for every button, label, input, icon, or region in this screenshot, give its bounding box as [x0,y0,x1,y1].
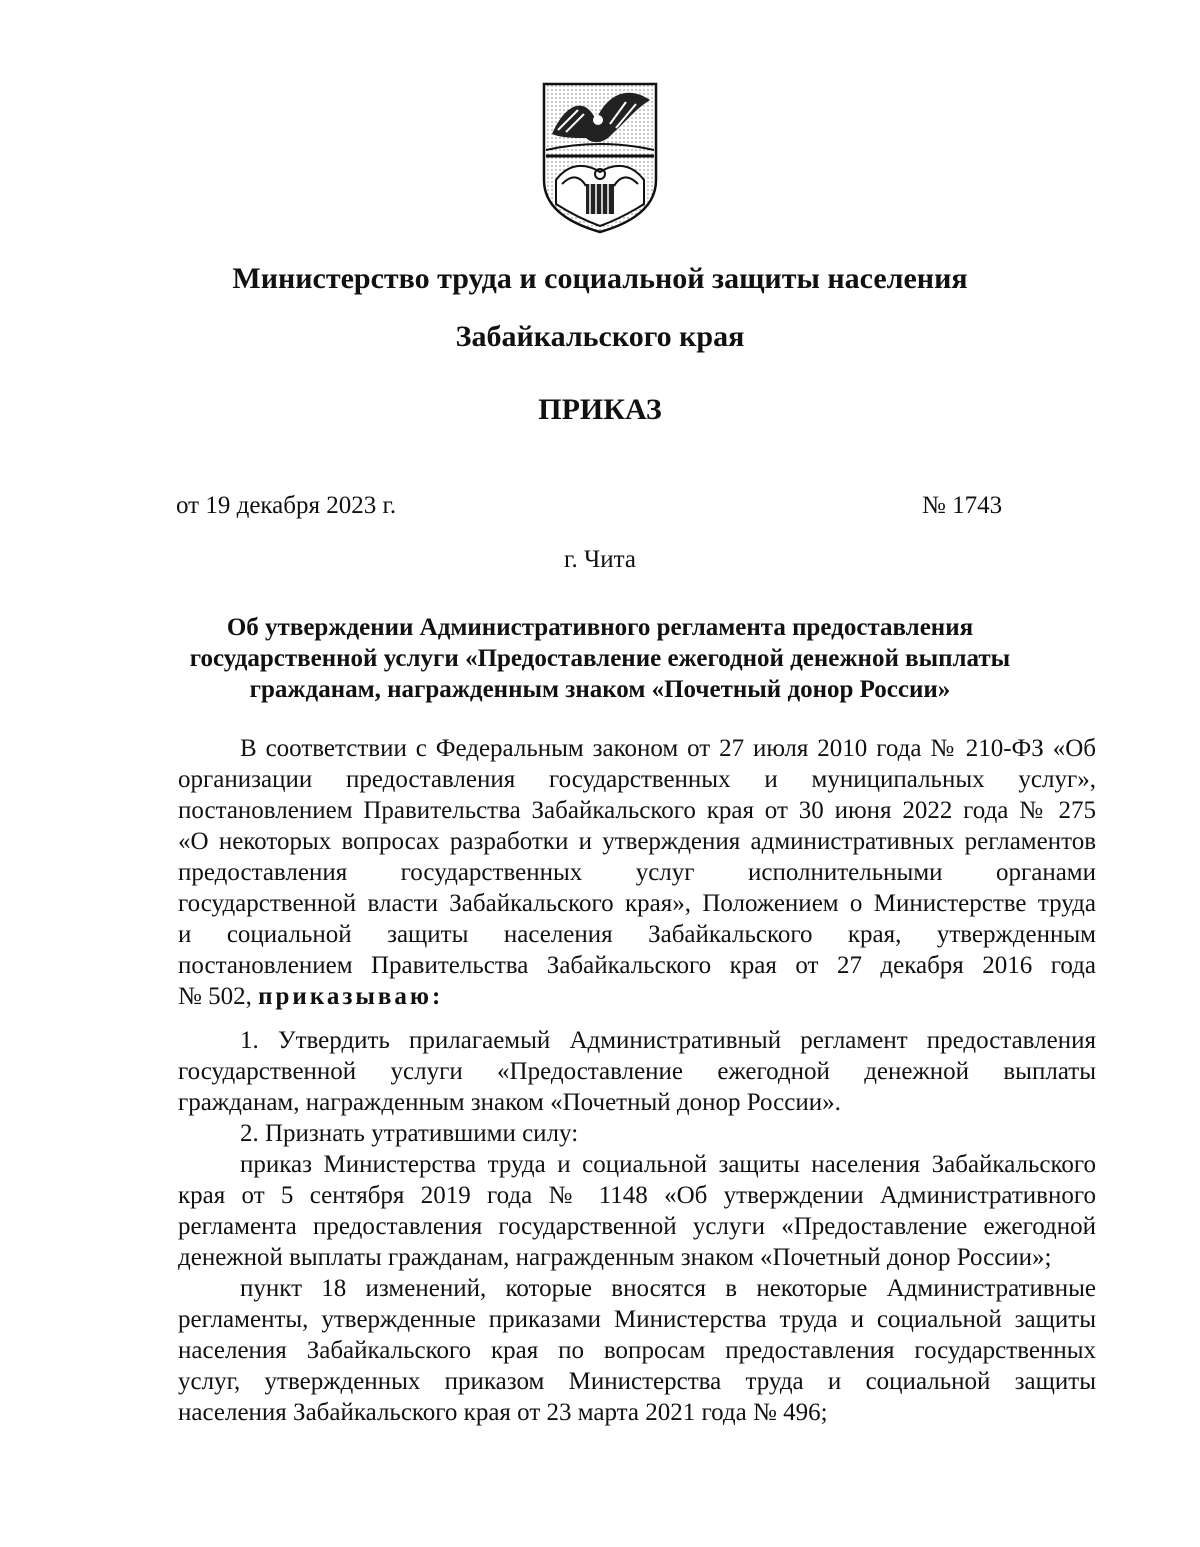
coat-of-arms-emblem [538,80,662,234]
text-line: пункт 18 изменений, которые вносятся в некоторые Административные [240,1275,1096,1302]
text-line: В соответствии с Федеральным законом от 27 июля 2010 года № 210-ФЗ «Об [240,735,1096,762]
text-line: услуг, утвержденных приказом Министерства труда и социальной защиты [178,1368,1096,1395]
order-title-line: гражданам, награжденным знаком «Почетный донор России» [249,676,951,703]
text-line: населения Забайкальского края по вопросам предоставления государственных [178,1337,1096,1364]
text-line: постановлением Правительства Забайкальского края от 27 декабря 2016 года [178,952,1096,979]
city-name: г. Чита [564,546,636,573]
text-line: регламенты, утвержденные приказами Министерства труда и социальной защиты [178,1306,1096,1333]
preamble-paragraph [178,733,1096,1012]
text-line: «О некоторых вопросах разработки и утверждения административных регламентов [178,828,1096,855]
order-number: № 1743 [922,492,1003,519]
text-line: края от 5 сентября 2019 года № 1148 «Об утверждении Административного [178,1182,1096,1209]
order-title-line: государственной услуги «Предоставление ежегодной денежной выплаты [189,645,1011,672]
item-2-heading: 2. Признать утратившими силу: [240,1120,579,1147]
text-line: гражданам, награжденным знаком «Почетный донор России». [178,1089,841,1116]
ministry-name-line-2: Забайкальского края [455,320,745,353]
order-title [180,612,1020,705]
text-line: 1. Утвердить прилагаемый Административный регламент предоставления [240,1027,1096,1054]
order-date: от 19 декабря 2023 г. [176,492,397,519]
text-line: регламента предоставления государственной услуги «Предоставление ежегодной [178,1213,1096,1240]
document-type-heading: ПРИКАЗ [538,393,662,426]
item-1-paragraph [178,1025,1096,1428]
text-line: приказ Министерства труда и социальной защиты населения Забайкальского [240,1151,1096,1178]
ministry-name-line-1: Министерство труда и социальной защиты населения [232,262,968,295]
text-line: предоставления государственных услуг исполнительными органами [178,859,1096,886]
text-line: государственной услуги «Предоставление ежегодной денежной выплаты [178,1058,1096,1085]
order-title-line: Об утверждении Административного регламента предоставления [226,614,974,641]
text-line: населения Забайкальского края от 23 марта 2021 года № 496; [178,1399,828,1426]
text-line [178,981,1096,1012]
order-directive-word: приказываю: [258,983,444,1010]
text-line: денежной выплаты гражданам, награжденным знаком «Почетный донор России»; [178,1244,1052,1271]
text-line: государственной власти Забайкальского края», Положением о Министерстве труда [178,890,1096,917]
text-fragment: № 502, [178,983,259,1010]
text-line: организации предоставления государственных и муниципальных услуг», [178,766,1096,793]
text-line: постановлением Правительства Забайкальского края от 30 июня 2022 года № 275 [178,797,1096,824]
text-line: и социальной защиты населения Забайкальского края, утвержденным [178,921,1096,948]
